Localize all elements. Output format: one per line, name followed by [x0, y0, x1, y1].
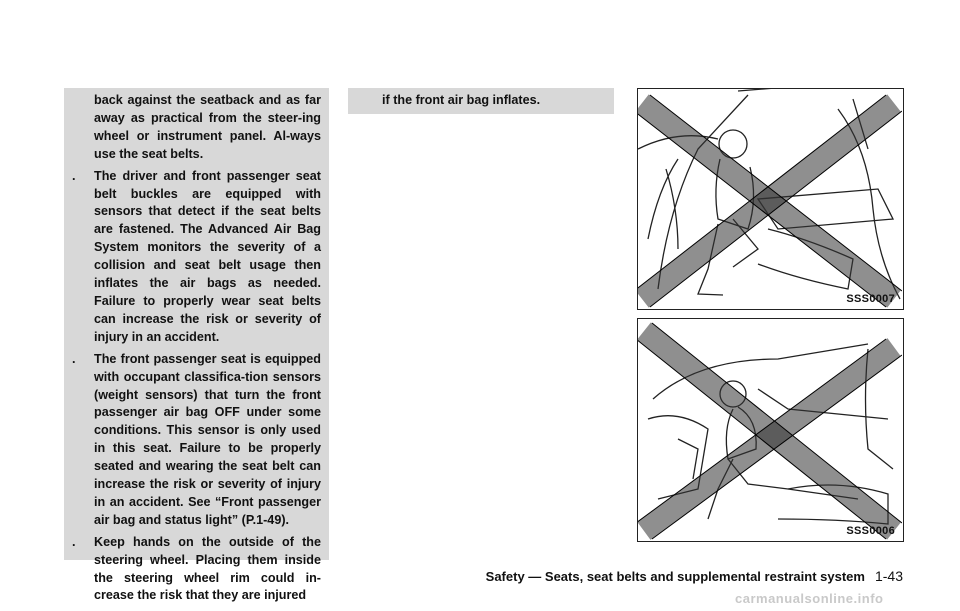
warning-column-middle: [348, 88, 614, 114]
watermark: carmanualsonline.info: [735, 591, 884, 606]
figure-code: SSS0007: [846, 293, 895, 305]
bullet-marker: .: [72, 168, 76, 183]
bullet-marker: .: [72, 534, 76, 549]
bullet-marker: .: [72, 351, 76, 366]
warning-bullet: [72, 351, 321, 530]
warning-bullet-text: The driver and front passenger seat belt buckles are equipped with sensors that detect if the seat belts are fastened. The Advanced Air Bag System monitors the severity of a collision and seat belt usage then inflates the air bags as needed. Failure to properly wear seat belts can increase the risk or severity of injury in an accident.: [94, 168, 321, 344]
illustration-crossed-out: [638, 319, 902, 540]
page-footer: [486, 568, 903, 584]
page-number: 1-43: [874, 568, 903, 584]
warning-bullet-text: Keep hands on the outside of the steering wheel. Placing them inside the steering wheel rim could in-crease the risk that they are injured: [94, 534, 321, 603]
warning-column-left: [64, 88, 329, 603]
warning-bullet: [72, 168, 321, 347]
figure-child-leaning-on-dashboard: [637, 318, 904, 542]
figure-code: SSS0006: [846, 525, 895, 537]
warning-bullet: [72, 534, 321, 606]
warning-continuation-text: if the front air bag inflates.: [382, 93, 541, 107]
footer-section-title: Safety — Seats, seat belts and supplemental restraint system: [485, 569, 865, 584]
warning-bullet-text: The front passenger seat is equipped with occupant classifica-tion sensors (weight sensors) that turn the front passenger air bag OFF under some conditions. This sensor is only used in this seat. Failure to be properly seated and wearing the seat belt can increase the risk or severity of injury in an accident. See “Front passenger air bag and status light” (P.1-49).: [94, 351, 321, 527]
figure-child-too-close-to-steering-wheel: [637, 88, 904, 310]
warning-intro-text: back against the seatback and as far away as practical from the steer-ing wheel or instrument panel. Al-ways use the seat belts.: [94, 93, 321, 161]
illustration-crossed-out: [638, 89, 902, 308]
